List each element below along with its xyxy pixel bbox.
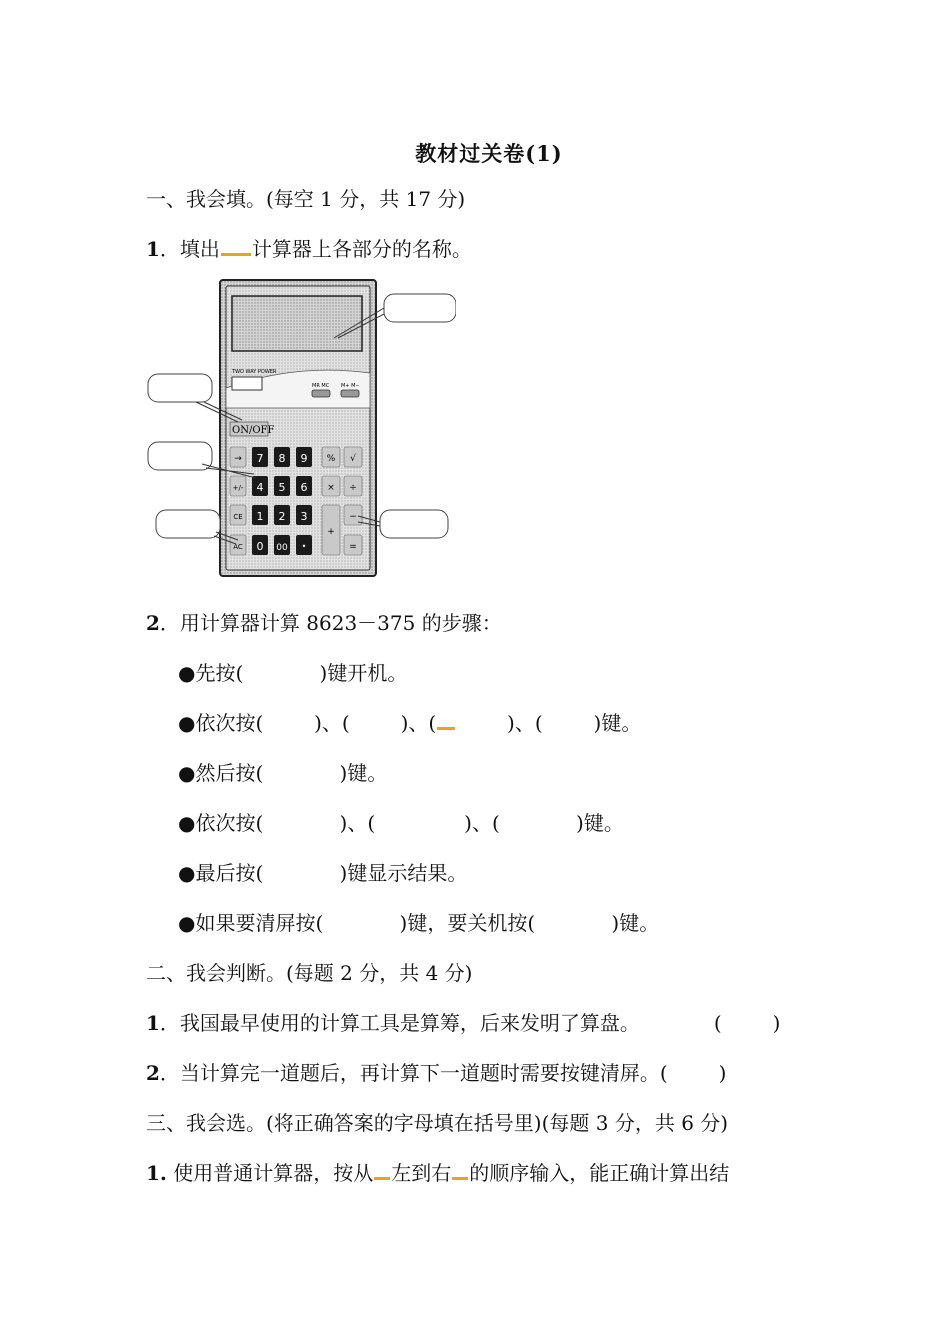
memory-key	[341, 390, 359, 397]
key-label: 4	[256, 481, 264, 494]
answer-box-onoff	[148, 374, 212, 402]
q-number: 1	[146, 237, 160, 261]
s2-q2	[146, 1060, 726, 1086]
step-text: )、( )键。	[456, 711, 642, 735]
s3-q1	[146, 1160, 729, 1186]
brand-label: TWO WAY POWER	[232, 369, 277, 375]
page-title: 教材过关卷(1)	[415, 141, 563, 166]
q-text: 左到右	[391, 1161, 452, 1185]
underline-mark	[452, 1173, 468, 1180]
s2-q1	[146, 1010, 780, 1036]
key-label: 5	[278, 481, 286, 494]
section1-heading: 一、我会填。(每空 1 分，共 17 分)	[146, 187, 466, 211]
q-text: ．填出	[159, 237, 220, 261]
q-text: 的顺序输入，能正确计算出结	[469, 1161, 730, 1185]
memory-key	[312, 390, 330, 397]
q-number: 2	[146, 1061, 160, 1085]
step-line: ●如果要清屏按( )键，要关机按( )键。	[178, 911, 660, 935]
q-number: 1	[146, 1011, 160, 1035]
s1-q2	[146, 610, 502, 636]
key-label: 2	[278, 510, 286, 523]
q-text: ．我国最早使用的计算工具是算筹，后来发明了算盘。	[159, 1011, 640, 1035]
answer-paren: ( )	[713, 1011, 781, 1035]
answer-box-function-keys	[156, 510, 220, 538]
step-line: ●先按( )键开机。	[178, 661, 408, 685]
key-label: %	[326, 454, 336, 464]
step-line: ●最后按( )键显示结果。	[178, 861, 468, 885]
key-label: CE	[233, 513, 243, 521]
s1-q1	[146, 236, 472, 262]
key-label: 3	[300, 510, 308, 523]
key-label: √	[350, 454, 356, 464]
calculator-diagram	[146, 278, 456, 583]
key-label: =	[349, 542, 357, 552]
q-text: ．当计算完一道题后，再计算下一道题时需要按键清屏。	[159, 1061, 660, 1085]
answer-box-display	[384, 294, 456, 322]
answer-box-operator-keys	[380, 510, 448, 538]
step-line: ●依次按( )、( )、( )键。	[178, 811, 624, 835]
memory-label: M+ M−	[341, 383, 360, 389]
q-text: 计算器上各部分的名称。	[251, 237, 472, 261]
q-text: ．用计算器计算 8623－375 的步骤：	[159, 611, 502, 635]
onoff-key-label: ON/OFF	[232, 425, 275, 436]
key-label: −	[349, 512, 357, 522]
key-label: 6	[300, 481, 308, 494]
key-label: ÷	[349, 483, 357, 493]
key-label: +	[327, 527, 335, 537]
key-label: ×	[327, 483, 335, 493]
step-line	[178, 710, 641, 736]
q-number: 1.	[146, 1161, 167, 1185]
q-number: 2	[146, 611, 160, 635]
answer-box-number-keys	[148, 442, 212, 470]
key-label: 9	[300, 452, 308, 465]
step-text: ●依次按( )、( )、(	[178, 711, 437, 735]
section3-heading: 三、我会选。(将正确答案的字母填在括号里)(每题 3 分，共 6 分)	[146, 1111, 729, 1135]
calculator-display	[232, 296, 362, 351]
key-label: 8	[278, 452, 286, 465]
solar-panel	[232, 377, 262, 390]
underline-mark	[374, 1173, 390, 1180]
answer-paren: ( )	[659, 1061, 727, 1085]
key-label: 0	[256, 540, 264, 553]
key-label: 7	[256, 452, 264, 465]
q-text: 使用普通计算器，按从	[166, 1161, 374, 1185]
section2-heading: 二、我会判断。(每题 2 分，共 4 分)	[146, 961, 473, 985]
key-label: +/-	[232, 484, 244, 492]
key-label: 00	[276, 543, 288, 553]
key-label: 1	[256, 510, 264, 523]
key-label: →	[234, 454, 242, 464]
key-label: AC	[233, 543, 243, 551]
underline-mark	[437, 723, 455, 730]
step-line: ●然后按( )键。	[178, 761, 388, 785]
memory-label: MR MC	[312, 383, 330, 389]
underline-mark	[221, 249, 251, 256]
key-label: •	[301, 542, 307, 551]
